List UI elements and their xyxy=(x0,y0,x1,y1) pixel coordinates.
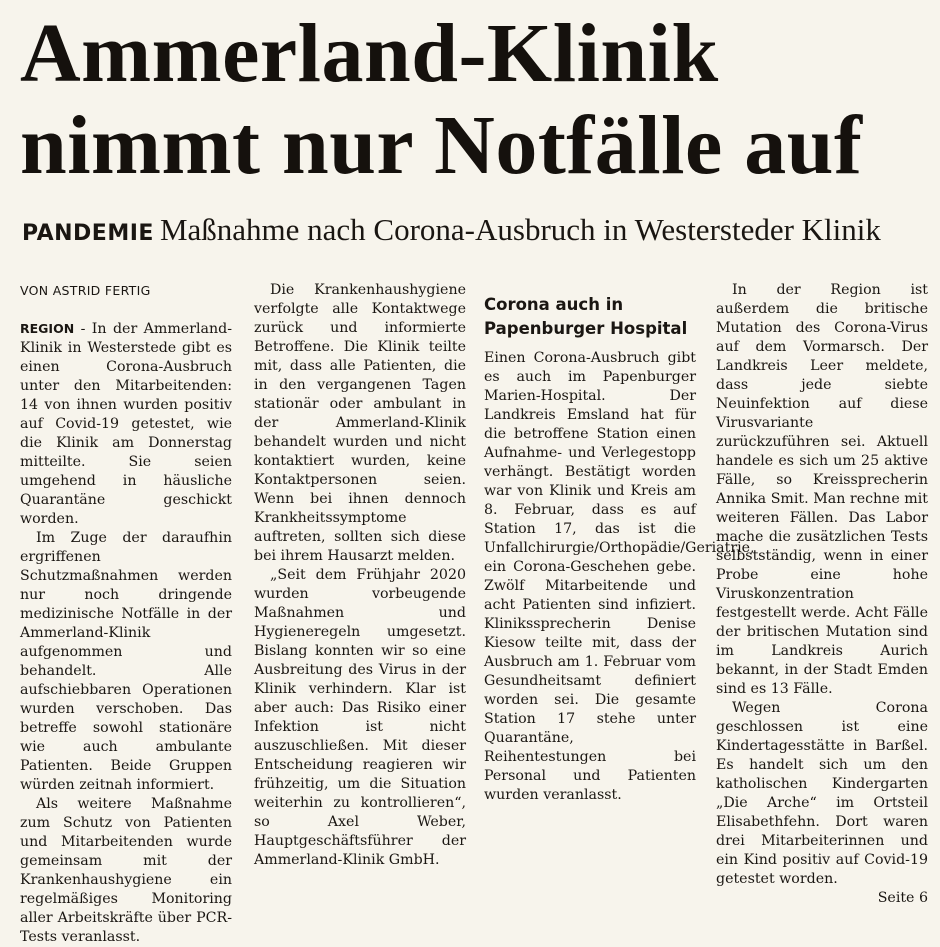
article-column-1 xyxy=(20,281,232,947)
paragraph-lead xyxy=(20,319,232,529)
paragraph: In der Region ist außerdem die britische Mutation des Corona-Virus auf dem Vormarsch. Der Landkreis Leer meldete, dass jede siebte Neuinfektion auf diese Virusvariante zurückzuführen sei. Aktuell handele es sich um 25 aktive Fälle, so Kreissprecherin Annika Smit. Man rechne mit weiteren Fällen. Das Labor mache die zusätzlichen Tests selbstständig, wenn in einer Probe eine hohe Viruskonzentration festgestellt werde. Acht Fälle der britischen Mutation sind im Landkreis Aurich bekannt, in der Stadt Emden sind es 13 Fälle. xyxy=(716,282,928,697)
page-reference: Seite 6 xyxy=(877,890,928,906)
subheadline xyxy=(22,210,922,254)
paragraph: Die Krankenhaushygiene verfolgte alle Kontaktwege zurück und informierte Betroffene. Die Klinik teilte mit, dass alle Patienten, die in den vergangenen Tagen stationär oder ambulant in der Ammerland-Klinik behandelt wurden und nicht kontaktiert wurden, keine Kontaktpersonen seien. Wenn bei ihnen dennoch Krankheitssymptome auftreten, sollten sich diese bei ihrem Hausarzt melden. xyxy=(254,282,466,564)
headline-line-2: nimmt nur Notfälle auf xyxy=(20,99,863,192)
paragraph: Als weitere Maßnahme zum Schutz von Patienten und Mitarbeitenden wurde gemeinsam mit der Krankenhaushygiene ein regelmäßiges Monitoring aller Arbeitskräfte über PCR-Tests veranlasst. xyxy=(20,796,232,945)
paragraph: Im Zuge der daraufhin ergriffenen Schutzmaßnahmen werden nur noch dringende medizinische Notfälle in der Ammerland-Klinik aufgenommen und behandelt. Alle aufschiebbaren Operationen wurden verschoben. Das betreffe sowohl stationäre wie auch ambulante Patienten. Beide Gruppen würden zeitnah informiert. xyxy=(20,530,232,793)
headline-line-1: Ammerland-Klinik xyxy=(20,7,719,100)
dateline: REGION xyxy=(20,321,75,336)
topic-kicker: PANDEMIE xyxy=(22,221,154,246)
paragraph-lead-text: - In der Ammerland-Klinik in Westerstede gibt es einen Corona-Ausbruch unter den Mitarbeitenden: 14 von ihnen wurden positiv auf Covid-19 getestet, wie die Klinik am Donnerstag mitteilte. Sie seien umgehend in häusliche Quarantäne geschickt worden. xyxy=(20,321,232,527)
byline: VON ASTRID FERTIG xyxy=(20,283,151,298)
headline xyxy=(20,8,930,192)
paragraph: Wegen Corona geschlossen ist eine Kindertagesstätte in Barßel. Es handelt sich um den katholischen Kindergarten „Die Arche“ im Ortsteil Elisabethfehn. Dort waren drei Mitarbeiterinnen und ein Kind positiv auf Covid-19 getestet worden. xyxy=(716,700,928,887)
subheadline-text: Maßnahme nach Corona-Ausbruch in Westersteder Klinik xyxy=(159,212,881,247)
article-column-3 xyxy=(484,281,755,805)
paragraph: „Seit dem Frühjahr 2020 wurden vorbeugende Maßnahmen und Hygieneregeln umgesetzt. Bislang konnten wir so eine Ausbreitung des Virus in der Klinik verhindern. Klar ist aber auch: Das Risiko einer Infektion ist nicht auszuschließen. Mit dieser Entscheidung reagieren wir frühzeitig, um die Situation weiterhin zu kontrollieren“, so Axel Weber, Hauptgeschäftsführer der Ammerland-Klinik GmbH. xyxy=(254,567,466,868)
section-subheading: Corona auch in Papenburger Hospital xyxy=(484,295,688,338)
paragraph: Einen Corona-Ausbruch gibt es auch im Papenburger Marien-Hospital. Der Landkreis Emsland hat für die betroffene Station einen Aufnahme- und Verlegestopp verhängt. Bestätigt worden war von Klinik und Kreis am 8. Februar, dass es auf Station 17, das ist die Unfallchirurgie/Orthopädie/Geriatrie, ein Corona-Geschehen gebe. Zwölf Mitarbeitende und acht Patienten sind infiziert. Klinikssprecherin Denise Kiesow teilte mit, dass der Ausbruch am 1. Februar vom Gesundheitsamt definiert worden sei. Die gesamte Station 17 stehe unter Quarantäne, Reihentestungen bei Personal und Patienten wurden veranlasst. xyxy=(484,350,755,803)
article-column-2 xyxy=(254,281,466,870)
article-column-4 xyxy=(716,281,928,908)
